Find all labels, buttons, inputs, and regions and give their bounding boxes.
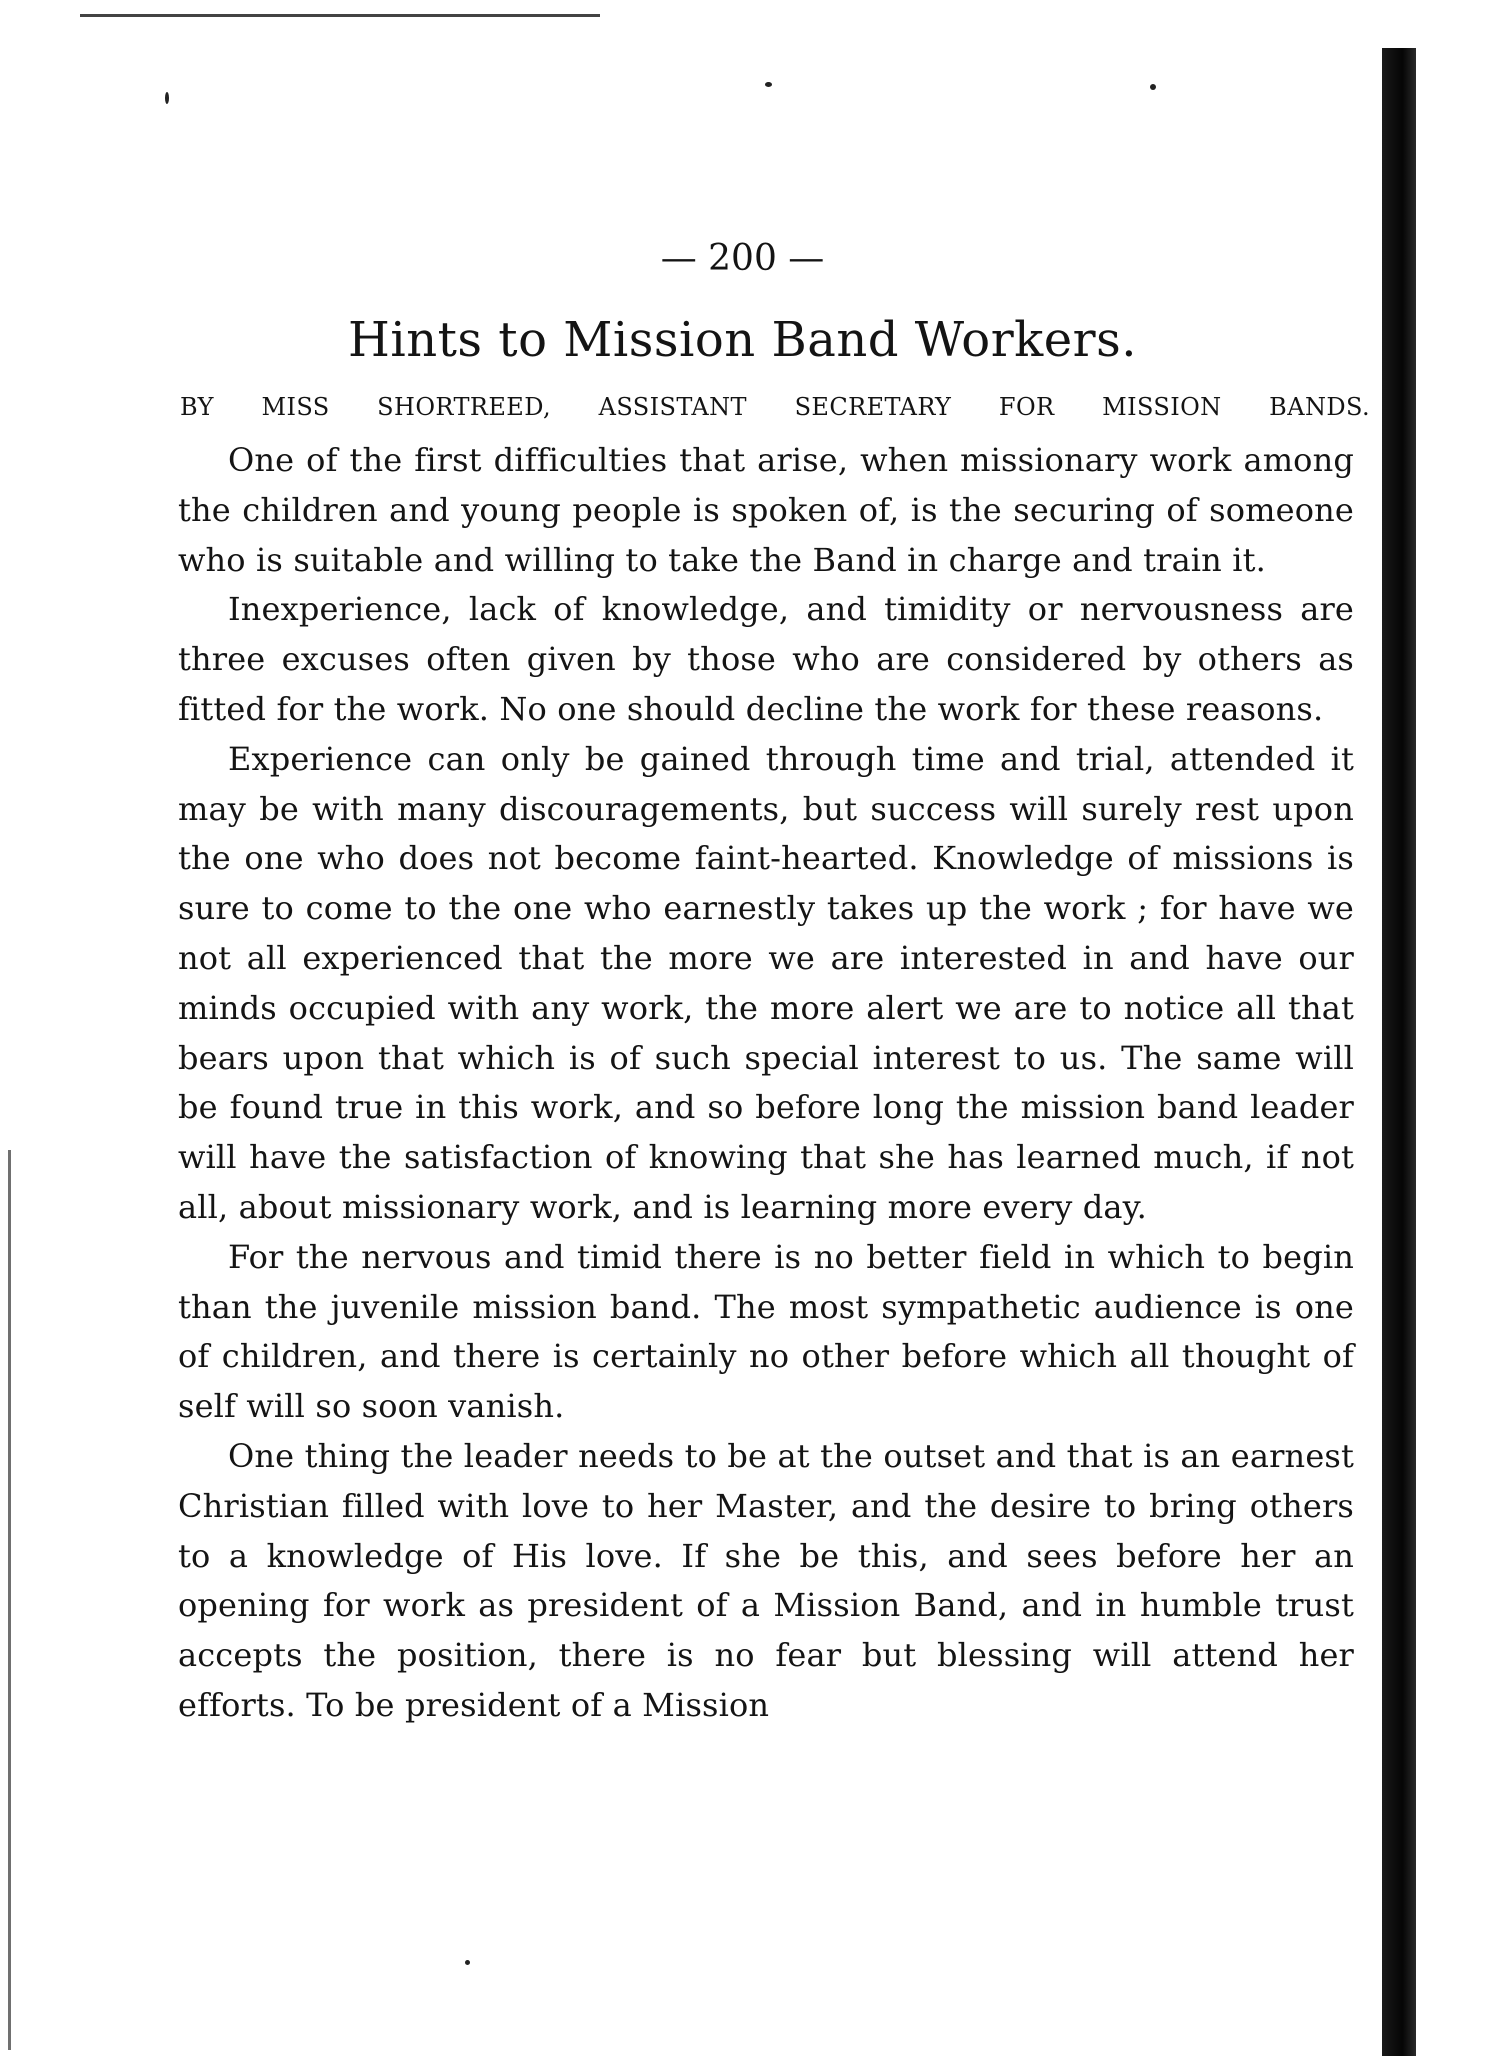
paragraph: One thing the leader needs to be at the outset and that is an earnest Christian filled with love to her Master, and the desire to bring others to a knowledge of His love. If she be this, and sees before her an opening for work as president of a Mission Band, and in humble trust accepts the position, there is no fear but blessing will attend her efforts. To be president of a Mission [178, 1436, 1354, 1724]
article-body [178, 436, 1354, 1731]
scan-top-rule [80, 14, 600, 17]
scan-left-edge-mark [8, 1150, 11, 2050]
scan-speck [1150, 84, 1156, 90]
page-number: — 200 — [660, 238, 825, 279]
scan-speck [765, 82, 772, 87]
paragraph: For the nervous and timid there is no better field in which to begin than the juvenile mission band. The most sympathetic audience is one of children, and there is certainly no other before which all thought of self will so soon vanish. [178, 1237, 1354, 1426]
paragraph: Experience can only be gained through time and trial, attended it may be with many discouragements, but success will surely rest upon the one who does not become faint-hearted. Knowledge of missions is sure to come to the one who earnestly takes up the work ; for have we not all experienced that the more we are interested in and have our minds occupied with any work, the more alert we are to notice all that bears upon that which is of such special interest to us. The same will be found true in this work, and so before long the mission band leader will have the satisfaction of knowing that she has learned much, if not all, about missionary work, and is learning more every day. [178, 739, 1354, 1226]
article-title: Hints to Mission Band Workers. [348, 312, 1137, 368]
article-byline: BY MISS SHORTREED, ASSISTANT SECRETARY FOR MISSION BANDS. [180, 393, 1370, 421]
scan-speck [465, 1960, 470, 1965]
paragraph: One of the first difficulties that arise, when missionary work among the children and young people is spoken of, is the securing of someone who is suitable and willing to take the Band in charge and train it. [178, 441, 1354, 579]
scan-speck [165, 92, 169, 104]
paragraph: Inexperience, lack of knowledge, and timidity or nervousness are three excuses often given by those who are considered by others as fitted for the work. No one should decline the work for these reasons. [178, 590, 1354, 728]
